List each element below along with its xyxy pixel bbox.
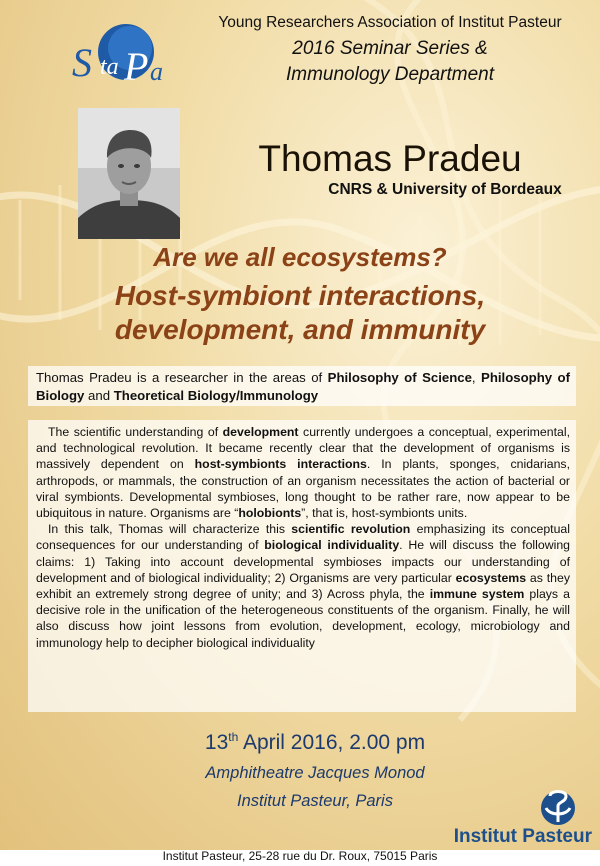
abstract-p2-run: scientific revolution [291, 522, 411, 537]
association-name: Young Researchers Association of Institut Pasteur [218, 14, 562, 31]
institut-pasteur-logo [528, 786, 584, 826]
institute-name: Institut Pasteur [453, 826, 592, 847]
speaker-name: Thomas Pradeu [258, 138, 522, 179]
footer-address: Institut Pasteur, 25-28 rue du Dr. Roux, 75015 Paris [162, 849, 438, 863]
abstract-p1-run: holobionts [238, 506, 302, 521]
svg-text:a: a [150, 57, 163, 86]
abstract-p1-run: The scientific understanding of [48, 425, 223, 439]
svg-text:P: P [124, 44, 149, 89]
abstract-p2-run: emphasizing its conceptual consequences for our understanding of [36, 522, 570, 553]
event-date: 13th April 2016, 2.00 pm [204, 730, 426, 754]
abstract-p1-run: currently undergoes a conceptual, experimental, and technological revolution. It became recently clear that the development of organisms is massively dependent on [36, 425, 570, 472]
svg-text:S: S [72, 40, 92, 85]
abstract-p1-run: development [222, 425, 299, 439]
abstract-p1-run: ”, that is, host-symbionts units. [301, 506, 468, 521]
svg-text:ta: ta [100, 54, 119, 80]
abstract-p2-run: ecosystems [455, 570, 527, 585]
venue-location: Institut Pasteur, Paris [237, 792, 393, 810]
speaker-intro: Thomas Pradeu is a researcher in the areas of Philosophy of Science, Philosophy of Biology and Theoretical Biology/Immunology [36, 370, 570, 403]
abstract-p2-run: as they exhibit an extremely strong degree of unity; and 3) Across phyla, the [36, 570, 570, 602]
abstract-p2-run: immune system [429, 587, 525, 602]
department-name: Immunology Department [285, 64, 495, 85]
abstract-p2-run: . He will discuss the following claims: 1) Taking into account developmental symbioses impacts our understanding of development and of biological individuality; 2) Organisms are very particular [36, 538, 570, 585]
venue-room: Amphitheatre Jacques Monod [205, 764, 425, 782]
speaker-affiliation: CNRS & University of Bordeaux [328, 181, 562, 198]
speaker-photo [78, 108, 180, 239]
abstract-paragraph-2 [36, 521, 570, 651]
stapa-logo [70, 22, 178, 90]
talk-title-line-3: development, and immunity [114, 314, 486, 345]
abstract-paragraph-1 [36, 424, 570, 521]
talk-title-line-1: Are we all ecosystems? [153, 242, 447, 272]
abstract-p1-run: host-symbionts interactions [194, 457, 367, 472]
talk-title-line-2: Host-symbiont interactions, [114, 280, 486, 311]
abstract-p2-run: plays a decisive role in the unification of the heterogeneous constituents of the organism. Finally, he will also discuss how joint lessons from evolution, development, ecology, microbiology and immunology help to decipher biological individuality [36, 587, 570, 650]
abstract [36, 424, 570, 651]
abstract-p2-run: biological individuality [264, 538, 400, 553]
abstract-p2-run: In this talk, Thomas will characterize this [48, 522, 292, 537]
abstract-p1-run: . In plants, sponges, cnidarians, arthropods, or mammals, the construction of an organism necessitates the action of bacterial or viral symbionts. Developmental symbioses, long thought to be rather rare, now appear to be ubiquitous in nature. Organisms are “ [36, 457, 570, 521]
seminar-series: 2016 Seminar Series & [292, 38, 488, 59]
